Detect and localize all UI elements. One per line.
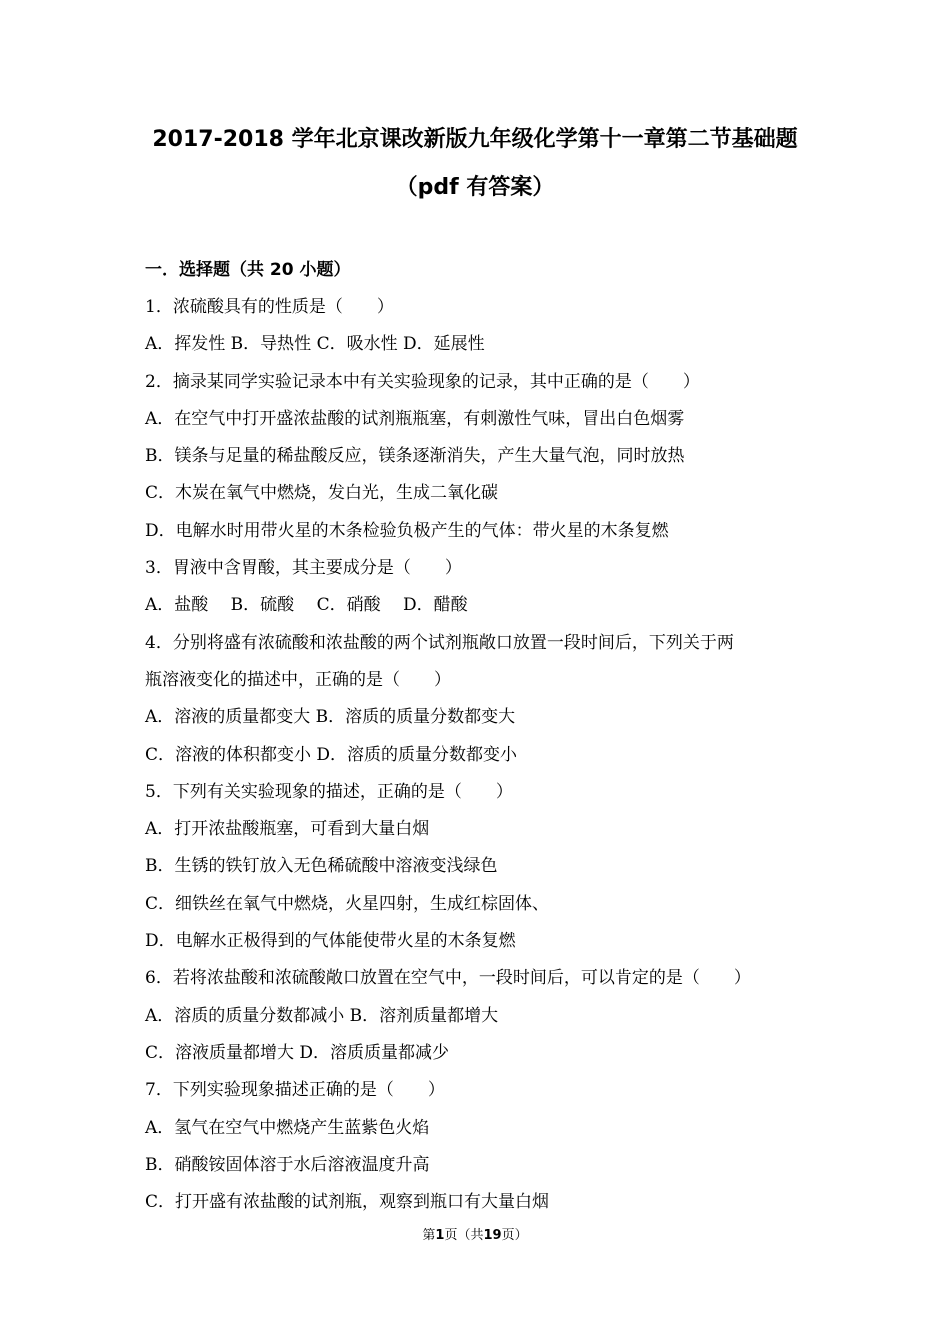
question-5-option-b: B．生锈的铁钉放入无色稀硫酸中溶液变浅绿色 bbox=[145, 856, 498, 877]
section-heading: 一．选择题（共 20 小题） bbox=[145, 260, 351, 280]
question-4: 4．分别将盛有浓硫酸和浓盐酸的两个试剂瓶敞口放置一段时间后，下列关于两 bbox=[145, 632, 734, 653]
question-5-option-d: D．电解水正极得到的气体能使带火星的木条复燃 bbox=[145, 931, 516, 952]
page-footer bbox=[0, 1227, 950, 1245]
question-6-options-cd: C．溶液质量都增大 D．溶质质量都减少 bbox=[145, 1042, 450, 1063]
question-2-option-d: D．电解水时用带火星的木条检验负极产生的气体：带火星的木条复燃 bbox=[145, 520, 669, 541]
question-7-option-a: A．氢气在空气中燃烧产生蓝紫色火焰 bbox=[145, 1117, 430, 1138]
footer-prefix: 第 bbox=[422, 1228, 436, 1243]
footer-mid: 页（共 bbox=[444, 1228, 484, 1243]
question-5-option-a: A．打开浓盐酸瓶塞，可看到大量白烟 bbox=[145, 819, 430, 840]
question-2-option-b: B．镁条与足量的稀盐酸反应，镁条逐渐消失，产生大量气泡，同时放热 bbox=[145, 446, 685, 467]
question-list bbox=[145, 295, 825, 1227]
question-6: 6．若将浓盐酸和浓硫酸敞口放置在空气中，一段时间后，可以肯定的是（ ） bbox=[145, 968, 751, 989]
question-3: 3．胃液中含胃酸，其主要成分是（ ） bbox=[145, 558, 462, 579]
question-2-option-c: C．木炭在氧气中燃烧，发白光，生成二氧化碳 bbox=[145, 483, 499, 504]
question-4-options-cd: C．溶液的体积都变小 D．溶质的质量分数都变小 bbox=[145, 744, 518, 765]
question-2: 2．摘录某同学实验记录本中有关实验现象的记录，其中正确的是（ ） bbox=[145, 371, 700, 392]
question-3-options: A．盐酸 B．硫酸 C．硝酸 D．醋酸 bbox=[145, 595, 468, 616]
document-title-line1: 2017-2018 学年北京课改新版九年级化学第十一章第二节基础题 bbox=[152, 127, 798, 152]
question-7: 7．下列实验现象描述正确的是（ ） bbox=[145, 1080, 445, 1101]
footer-suffix: 页） bbox=[501, 1228, 528, 1243]
document-title-line2: （pdf 有答案） bbox=[395, 175, 555, 200]
footer-total-pages: 19 bbox=[483, 1228, 502, 1243]
question-4-options-ab: A．溶液的质量都变大 B．溶质的质量分数都变大 bbox=[145, 707, 516, 728]
question-4-continued: 瓶溶液变化的描述中，正确的是（ ） bbox=[145, 669, 451, 690]
question-6-options-ab: A．溶质的质量分数都减小 B．溶剂质量都增大 bbox=[145, 1005, 499, 1026]
question-2-option-a: A．在空气中打开盛浓盐酸的试剂瓶瓶塞，有刺激性气味，冒出白色烟雾 bbox=[145, 408, 685, 429]
footer-page-number: 1 bbox=[435, 1228, 445, 1243]
question-1: 1．浓硫酸具有的性质是（ ） bbox=[145, 297, 394, 317]
question-5: 5．下列有关实验现象的描述，正确的是（ ） bbox=[145, 781, 513, 802]
question-1-options: A．挥发性 B．导热性 C．吸水性 D．延展性 bbox=[145, 334, 485, 355]
question-7-option-c: C．打开盛有浓盐酸的试剂瓶，观察到瓶口有大量白烟 bbox=[145, 1192, 550, 1213]
question-7-option-b: B．硝酸铵固体溶于水后溶液温度升高 bbox=[145, 1154, 430, 1175]
question-5-option-c: C．细铁丝在氧气中燃烧，火星四射，生成红棕固体、 bbox=[145, 893, 550, 914]
